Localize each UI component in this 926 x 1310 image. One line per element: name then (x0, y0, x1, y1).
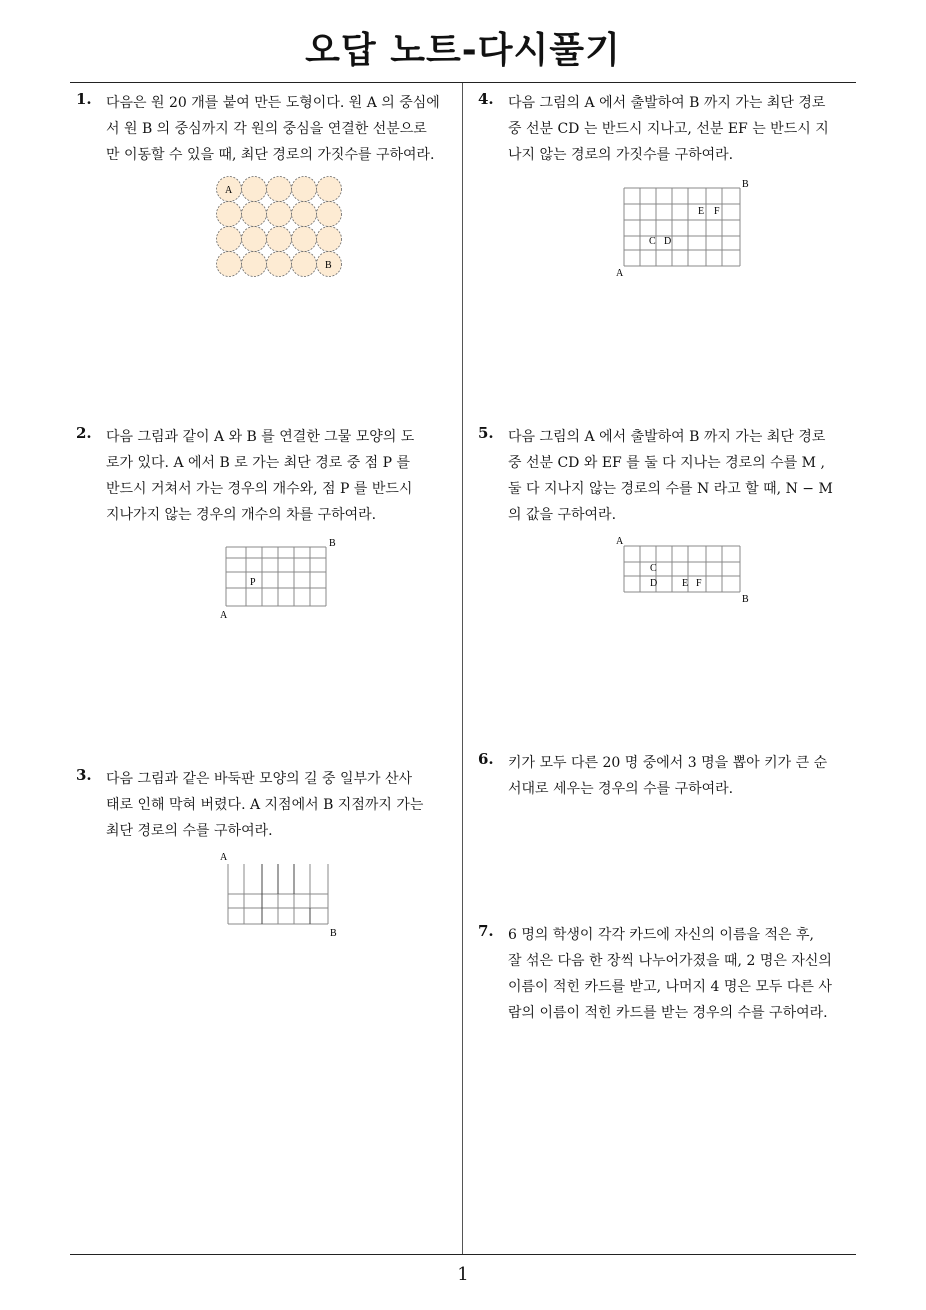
text-line: 서 원 B 의 중심까지 각 원의 중심을 연결한 선분으로 (106, 121, 427, 137)
grid-figure-ab (616, 534, 756, 606)
problem-text (106, 766, 456, 844)
circle (217, 202, 242, 227)
problem-2 (76, 424, 456, 624)
label-a: A (616, 536, 624, 547)
text-line: 로가 있다. A 에서 B 로 가는 최단 경로 중 점 P 를 (106, 455, 411, 471)
text-line: 만 이동할 수 있을 때, 최단 경로의 가짓수를 구하여라. (106, 147, 435, 163)
text-line: 태로 인해 막혀 버렸다. A 지점에서 B 지점까지 가는 (106, 797, 424, 813)
text-line: 다음 그림과 같은 바둑판 모양의 길 중 일부가 산사 (106, 771, 413, 787)
circle (242, 202, 267, 227)
circle (267, 202, 292, 227)
text-line: 키가 모두 다른 20 명 중에서 3 명을 뽑아 키가 큰 순 (508, 755, 828, 771)
label-a: A (220, 610, 228, 621)
page-number: 1 (457, 1264, 469, 1285)
label-p: P (250, 577, 256, 588)
problem-number: 6. (478, 750, 494, 768)
circle (242, 177, 267, 202)
circle (217, 227, 242, 252)
circle (317, 177, 342, 202)
problem-5 (478, 424, 858, 624)
circle (317, 202, 342, 227)
problem-text (508, 424, 858, 528)
circles-figure (216, 176, 346, 282)
text-line: 다음은 원 20 개를 붙여 만든 도형이다. 원 A 의 중심에 (106, 95, 440, 111)
circle (267, 227, 292, 252)
text-line: 람의 이름이 적힌 카드를 받는 경우의 수를 구하여라. (508, 1005, 828, 1021)
label-b: B (325, 260, 332, 271)
label-f: F (696, 578, 702, 589)
label-b: B (330, 928, 337, 939)
blocked-grid-figure (218, 850, 344, 940)
label-d: D (664, 236, 672, 247)
problem-6 (478, 750, 858, 810)
text-line: 6 명의 학생이 각각 카드에 자신의 이름을 적은 후, (508, 927, 814, 943)
problem-number: 7. (478, 922, 494, 940)
page-title: 오답 노트-다시풀기 (305, 30, 621, 71)
circle (292, 227, 317, 252)
label-f: F (714, 206, 720, 217)
problem-7 (478, 922, 858, 1032)
label-a: A (220, 852, 228, 863)
problem-number: 1. (76, 90, 92, 108)
text-line: 중 선분 CD 는 반드시 지나고, 선분 EF 는 반드시 지 (508, 121, 829, 137)
grid-figure-p (220, 536, 346, 622)
label-c: C (650, 563, 657, 574)
circle (317, 227, 342, 252)
text-line: 다음 그림의 A 에서 출발하여 B 까지 가는 최단 경로 (508, 429, 826, 445)
problem-text (508, 90, 858, 168)
text-line: 중 선분 CD 와 EF 를 둘 다 지나는 경로의 수를 M , (508, 455, 825, 471)
problem-number: 3. (76, 766, 92, 784)
circle (292, 252, 317, 277)
text-line: 의 값을 구하여라. (508, 507, 617, 523)
bottom-rule (70, 1254, 856, 1255)
label-b: B (742, 179, 749, 190)
top-rule (70, 82, 856, 83)
text-line: 나지 않는 경로의 가짓수를 구하여라. (508, 147, 734, 163)
circle (242, 227, 267, 252)
column-divider (462, 83, 463, 1255)
problem-number: 5. (478, 424, 494, 442)
text-line: 둘 다 지나지 않는 경로의 수를 N 라고 할 때, N − M (508, 481, 833, 497)
text-line: 잘 섞은 다음 한 장씩 나누어가졌을 때, 2 명은 자신의 (508, 953, 832, 969)
circle (217, 252, 242, 277)
problem-text (508, 922, 858, 1026)
problem-number: 2. (76, 424, 92, 442)
problem-3 (76, 766, 456, 966)
label-e: E (682, 578, 689, 589)
text-line: 최단 경로의 수를 구하여라. (106, 823, 273, 839)
circle (292, 177, 317, 202)
problem-text (106, 90, 456, 168)
label-b: B (329, 538, 336, 549)
circle (242, 252, 267, 277)
problem-text (508, 750, 858, 802)
circle (267, 252, 292, 277)
text-line: 서대로 세우는 경우의 수를 구하여라. (508, 781, 734, 797)
problem-number: 4. (478, 90, 494, 108)
text-line: 다음 그림의 A 에서 출발하여 B 까지 가는 최단 경로 (508, 95, 826, 111)
label-b: B (742, 594, 749, 605)
label-a: A (616, 268, 624, 278)
text-line: 지나가지 않는 경우의 개수의 차를 구하여라. (106, 507, 377, 523)
grid-figure-cdef (616, 178, 756, 278)
label-e: E (698, 206, 705, 217)
text-line: 이름이 적힌 카드를 받고, 나머지 4 명은 모두 다른 사 (508, 979, 832, 995)
circle (267, 177, 292, 202)
problem-1 (76, 90, 456, 290)
text-line: 다음 그림과 같이 A 와 B 를 연결한 그물 모양의 도 (106, 429, 415, 445)
label-a: A (225, 185, 233, 196)
problem-4 (478, 90, 858, 290)
circle (292, 202, 317, 227)
problem-text (106, 424, 456, 528)
text-line: 반드시 거쳐서 가는 경우의 개수와, 점 P 를 반드시 (106, 481, 413, 497)
label-c: C (649, 236, 656, 247)
label-d: D (650, 578, 658, 589)
